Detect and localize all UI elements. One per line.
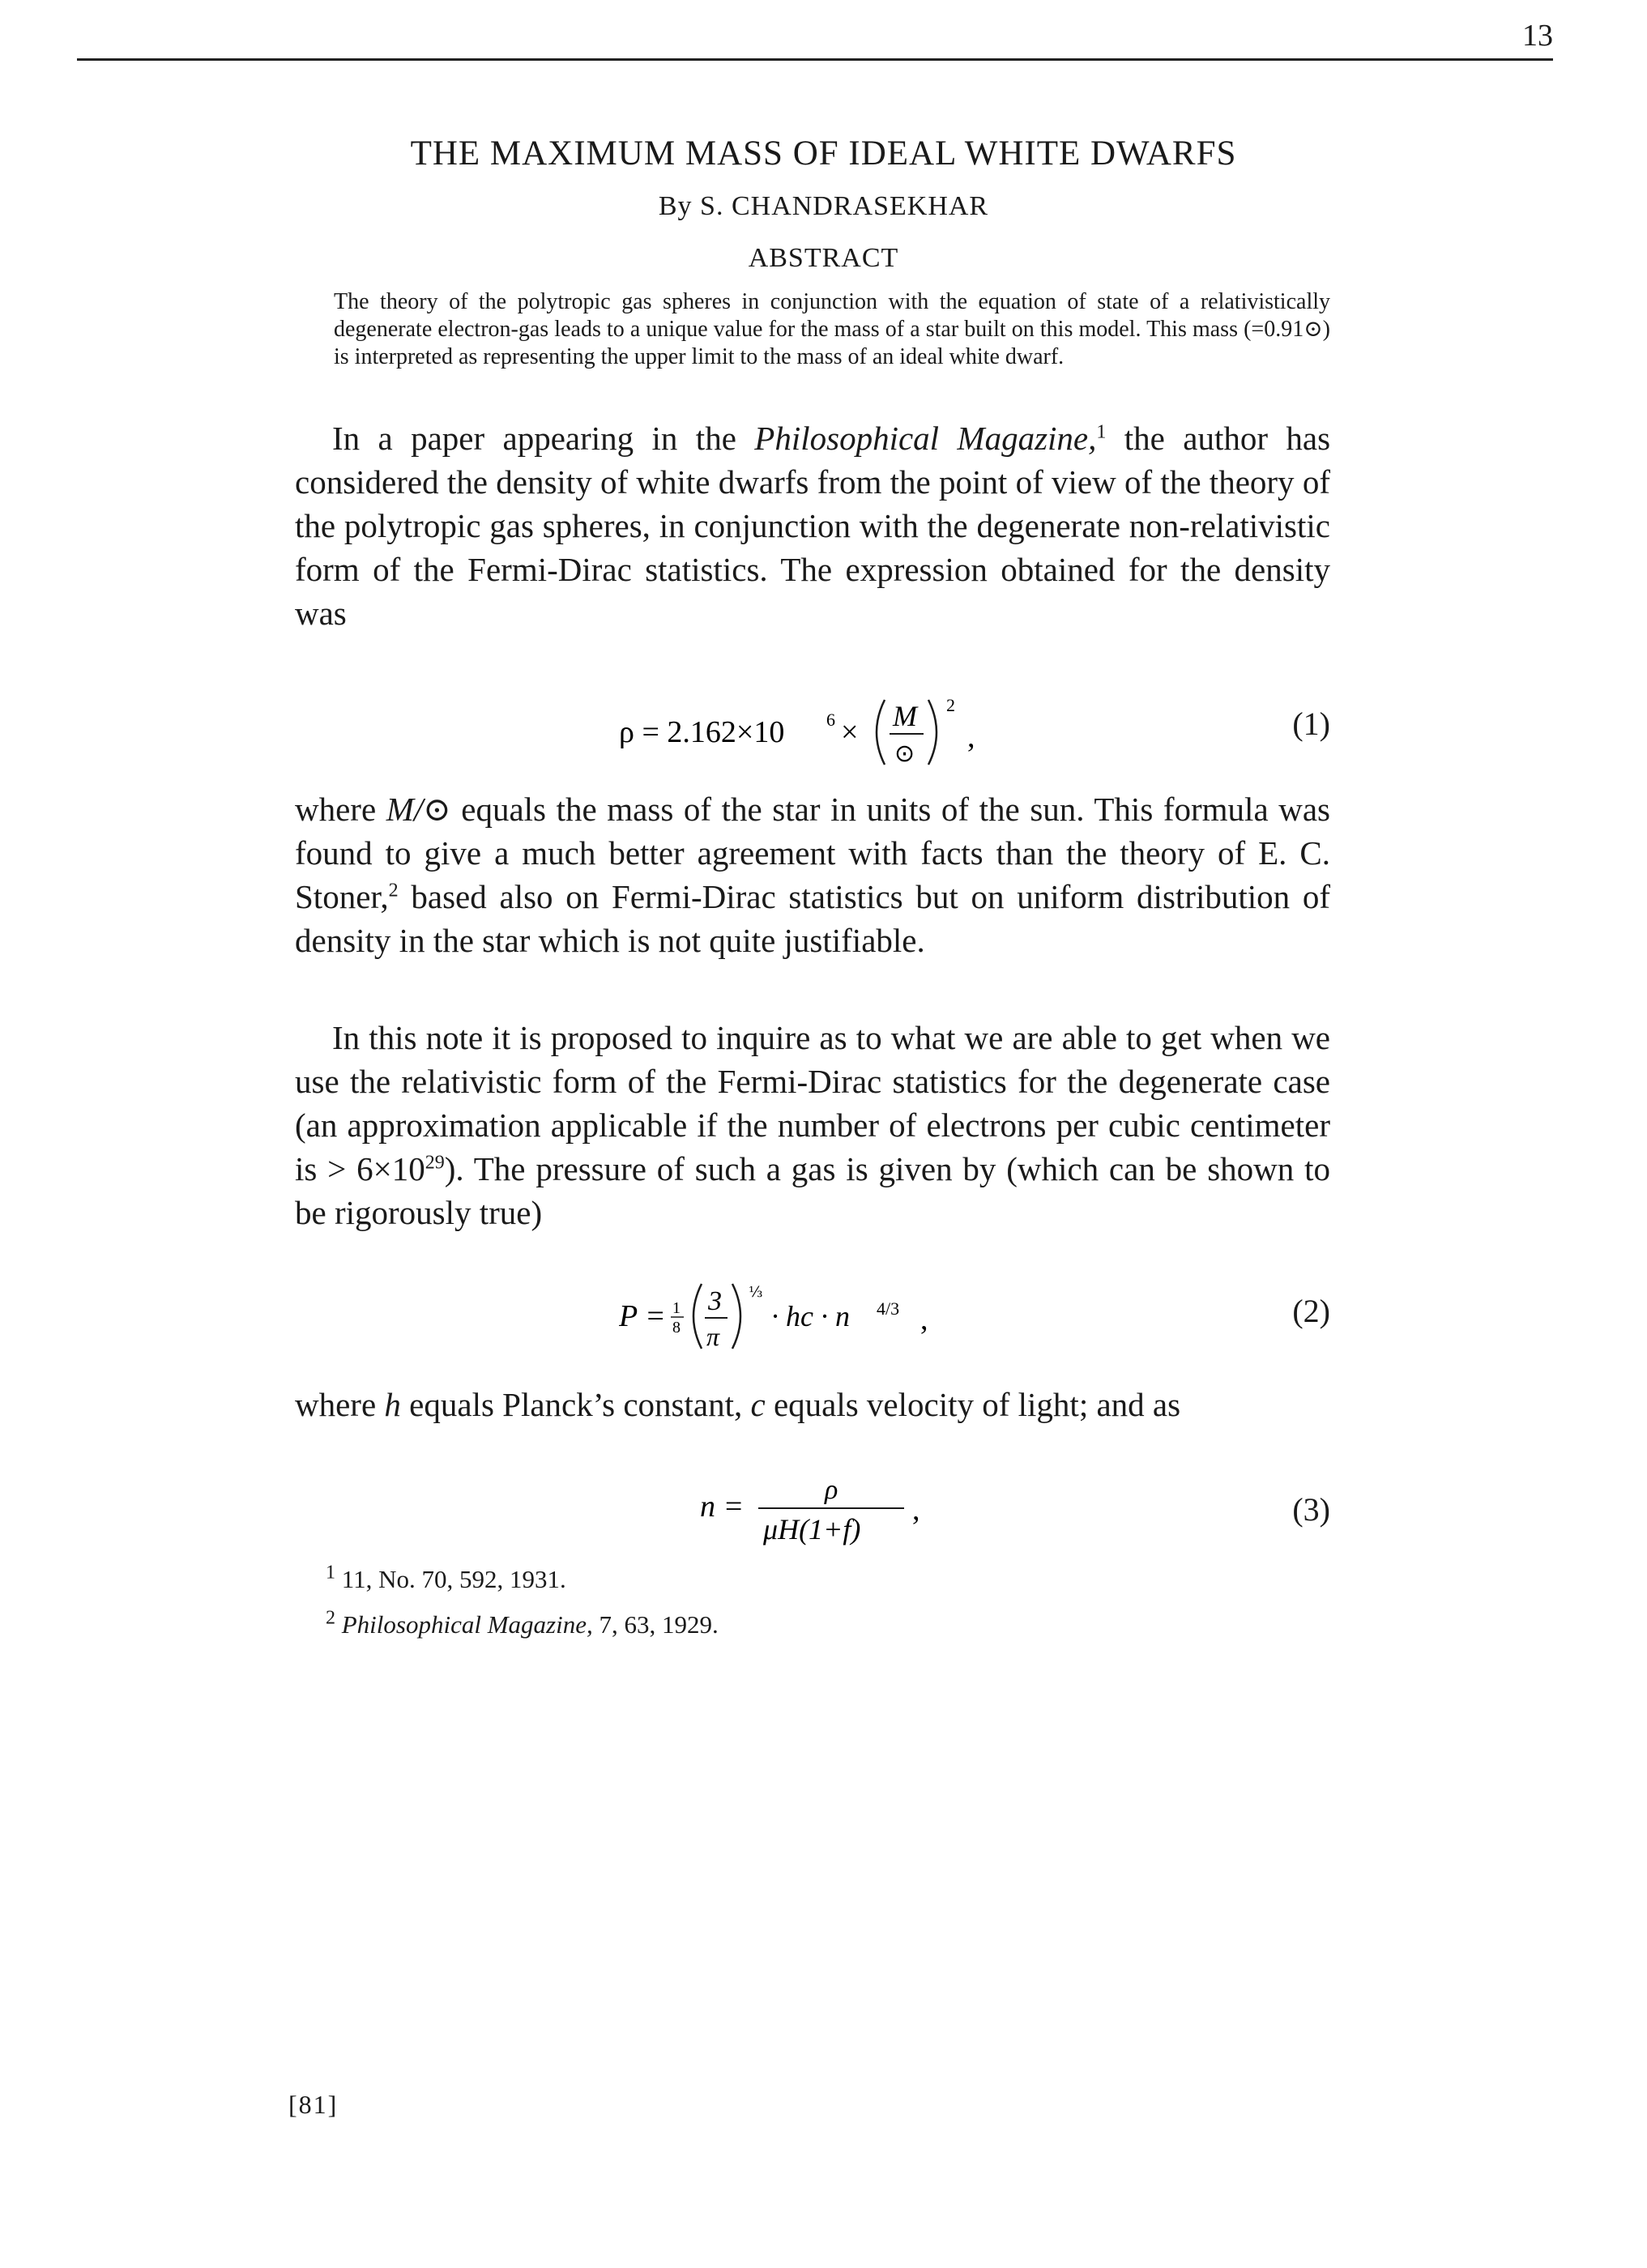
paragraph-2: [295, 787, 1330, 962]
equation-2: [295, 1268, 1330, 1357]
equation-1-number: (1): [1292, 706, 1330, 742]
equation-1: [295, 680, 1330, 770]
eq1-left-paren: [877, 700, 885, 765]
eq3-numerator: ρ: [825, 1475, 838, 1505]
eq1-comma: ,: [967, 720, 975, 754]
eq3-lhs: n =: [700, 1490, 745, 1524]
eq2-right-paren: [732, 1284, 740, 1349]
p4-h: h: [384, 1386, 401, 1423]
footnote-1-mark: 1: [326, 1562, 335, 1584]
p2-mass-ratio: M/⊙: [386, 791, 451, 828]
p4-text-a: where: [295, 1386, 377, 1423]
p3-text-b: ). The pressure of such a gas is given by (which can be shown to be rigorously true): [295, 1150, 1330, 1231]
equation-2-number: (2): [1292, 1293, 1330, 1329]
equation-3: [295, 1466, 1330, 1555]
paragraph-1: [295, 416, 1330, 635]
p3-exponent: 29: [425, 1152, 445, 1174]
p4-text-d: equals velocity of light; and as: [773, 1386, 1181, 1423]
equation-3-number: (3): [1292, 1491, 1330, 1528]
eq2-coef-numerator: 1: [672, 1299, 681, 1317]
equation-1-formula: [619, 690, 1040, 771]
plate-reference: [81]: [288, 2090, 339, 2119]
abstract-heading: ABSTRACT: [748, 243, 899, 273]
eq2-fraction-numerator: 3: [708, 1286, 722, 1316]
footnote-2-journal: Philosophical Magazine,: [341, 1610, 593, 1639]
footnote-2-mark: 2: [326, 1607, 335, 1629]
eq2-left-paren: [693, 1284, 702, 1349]
abstract-text: The theory of the polytropic gas spheres in conjunction with the equation of state of a relativistically degenerate electron-gas leads to a unique value for the mass of a star built on this model. This mass (=0.91⊙) is interpreted as representing the upper limit to the mass of an ideal white dwarf.: [334, 289, 1330, 369]
eq1-fraction-numerator: M: [893, 700, 917, 732]
footnote-1: [326, 1562, 566, 1594]
p1-journal: Philosophical Magazine,: [754, 420, 1097, 457]
page-number: 13: [1522, 19, 1553, 53]
p2-text-c: based also on Fermi-Dirac statistics but on uniform distribution of density in the star which is not quite justifiable.: [295, 878, 1331, 959]
eq1-exponent: 6: [826, 710, 835, 730]
p2-text-a: where: [295, 791, 377, 828]
p1-text-b: the author has considered the density of white dwarfs from the point of view of the theory of the polytropic gas spheres, in conjunction with the degenerate non-relativistic form of the Fermi-Dirac statistics. The expression obtained for the density was: [295, 420, 1331, 632]
eq1-fraction-denominator: ⊙: [894, 740, 915, 768]
footnote-2-text: 7, 63, 1929.: [599, 1610, 719, 1639]
footnote-2: [326, 1607, 719, 1639]
equation-3-formula: [700, 1466, 975, 1547]
p2-footnote-ref: 2: [388, 880, 399, 902]
eq2-power: ⅓: [749, 1284, 763, 1301]
eq2-coef-denominator: 8: [672, 1319, 681, 1336]
eq2-tail: · hc · n: [771, 1300, 850, 1332]
eq2-fraction-denominator: π: [706, 1322, 720, 1351]
eq1-lhs: ρ = 2.162×10: [619, 715, 785, 749]
eq2-lhs: P =: [619, 1299, 666, 1333]
p4-text-b: equals Planck’s constant,: [409, 1386, 743, 1423]
header-rule: [77, 58, 1553, 61]
p4-c: c: [750, 1386, 766, 1423]
eq1-power: 2: [946, 695, 955, 715]
eq3-denominator: μH(1+f): [763, 1513, 861, 1545]
p2-text-b: equals the mass of the star in units of the sun. This formula was found to give a much better agreement with facts than the theory of E. C. Stoner,: [295, 791, 1331, 915]
eq3-comma: ,: [912, 1493, 920, 1527]
author-line: By S. CHANDRASEKHAR: [658, 191, 989, 221]
paragraph-4: [295, 1383, 1330, 1426]
p1-footnote-ref: 1: [1096, 421, 1107, 443]
p3-text-a: In this note it is proposed to inquire as to what we are able to get when we use the relativistic form of the Fermi-Dirac statistics for the degenerate case (an approximation applicable if the number of electrons per cubic centimeter is > 6×10: [295, 1019, 1330, 1187]
eq1-times: ×: [841, 715, 859, 749]
paper-title: THE MAXIMUM MASS OF IDEAL WHITE DWARFS: [410, 134, 1237, 173]
paragraph-3: [295, 1016, 1330, 1234]
eq2-tail-exponent: 4/3: [877, 1298, 900, 1319]
eq1-right-paren: [928, 700, 937, 765]
equation-2-formula: [619, 1276, 1073, 1357]
eq2-comma: ,: [920, 1302, 928, 1336]
footnote-1-text: 11, No. 70, 592, 1931.: [341, 1565, 566, 1593]
p1-text-a: In a paper appearing in the: [332, 420, 736, 457]
